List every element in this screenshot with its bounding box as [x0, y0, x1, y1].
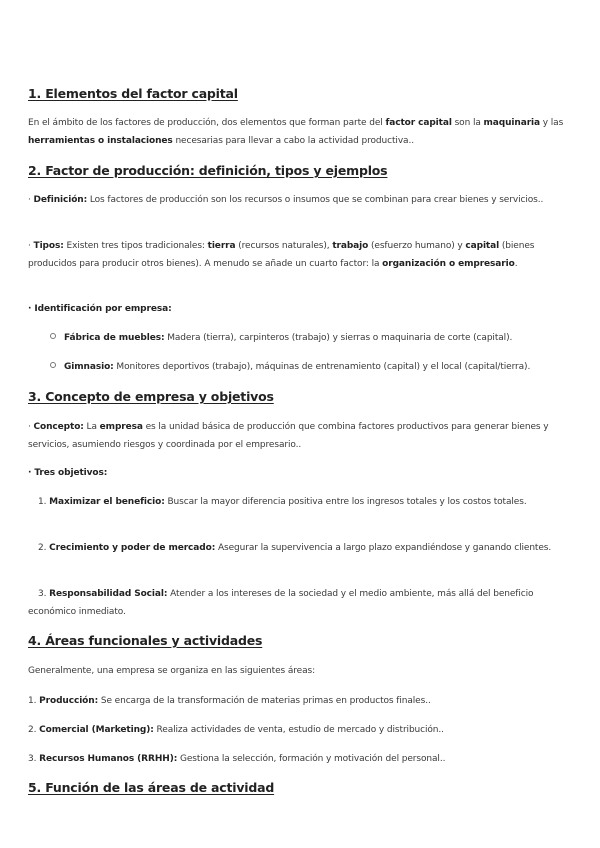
- text: Realiza actividades de venta, estudio de mercado y distribución..: [153, 725, 444, 735]
- bullet: ·: [28, 195, 34, 205]
- text: Madera (tierra), carpinteros (trabajo) y sierras o maquinaria de corte (capital).: [164, 333, 513, 343]
- bold-text: Concepto:: [33, 422, 84, 432]
- section-1-paragraph: [28, 115, 574, 150]
- section-3-heading: 3. Concepto de empresa y objetivos: [28, 389, 274, 404]
- bold-text: Maximizar el beneficio:: [49, 497, 165, 507]
- objective-item: [28, 540, 574, 558]
- text: Los factores de producción son los recursos o insumos que se combinan para crear bienes y servicios..: [87, 195, 544, 205]
- bold-text: · Tres objetivos:: [28, 468, 108, 478]
- bold-text: trabajo: [332, 241, 369, 251]
- types-paragraph: [28, 238, 574, 273]
- bold-text: factor capital: [385, 118, 452, 128]
- bold-text: Recursos Humanos (RRHH):: [39, 754, 178, 764]
- bold-text: empresa: [99, 422, 143, 432]
- text: En el ámbito de los factores de producción, dos elementos que forman parte del: [28, 118, 386, 128]
- bold-text: Responsabilidad Social:: [49, 589, 168, 599]
- text: (bienes producidos para producir otros bienes). A menudo se añade un cuarto factor: la: [28, 241, 535, 269]
- bold-text: organización o empresario: [382, 258, 515, 269]
- item-number: 2.: [28, 725, 40, 735]
- bold-text: Comercial (Marketing):: [39, 725, 154, 735]
- area-item: [28, 722, 574, 740]
- bold-text: Tipos:: [33, 241, 64, 251]
- definition-paragraph: [28, 192, 574, 210]
- area-item: [28, 693, 574, 711]
- bullet: ·: [28, 241, 34, 251]
- objective-item: [28, 586, 574, 621]
- section-4-heading: 4. Áreas funcionales y actividades: [28, 633, 263, 648]
- item-number: 1.: [28, 696, 40, 706]
- bold-text: capital: [465, 241, 500, 251]
- bold-text: Definición:: [33, 195, 88, 205]
- bullet: ·: [28, 422, 34, 432]
- circle-bullet-icon: [50, 362, 56, 368]
- text: Existen tres tipos tradicionales:: [63, 241, 208, 251]
- item-number: 3.: [38, 589, 50, 599]
- objectives-label: [28, 465, 574, 483]
- concept-paragraph: [28, 419, 574, 454]
- bold-text: Crecimiento y poder de mercado:: [49, 543, 216, 553]
- bold-text: maquinaria: [483, 118, 540, 128]
- item-number: 3.: [28, 754, 40, 764]
- text: (esfuerzo humano) y: [368, 241, 466, 251]
- section-2-heading: 2. Factor de producción: definición, tipos y ejemplos: [28, 163, 388, 178]
- text: (recursos naturales),: [235, 241, 333, 251]
- text: y las: [540, 118, 564, 128]
- text: La: [83, 422, 100, 432]
- areas-intro: Generalmente, una empresa se organiza en las siguientes áreas:: [28, 666, 316, 676]
- list-item-furniture: [50, 330, 580, 348]
- list-item-gym: [50, 359, 580, 377]
- text: Atender a los intereses de la sociedad y el medio ambiente, más allá del beneficio económico inmediato.: [28, 589, 534, 617]
- text: Monitores deportivos (trabajo), máquinas de entrenamiento (capital) y el local (capital/tierra).: [113, 362, 531, 372]
- item-number: 1.: [38, 497, 50, 507]
- text: necesarias para llevar a cabo la actividad productiva..: [172, 135, 414, 146]
- bold-text: tierra: [207, 241, 236, 251]
- section-1-heading: 1. Elementos del factor capital: [28, 86, 238, 101]
- section-5-heading: 5. Función de las áreas de actividad: [28, 780, 275, 795]
- text: .: [514, 258, 518, 269]
- bold-text: Producción:: [39, 696, 99, 706]
- bold-text: herramientas o instalaciones: [28, 135, 173, 146]
- text: Buscar la mayor diferencia positiva entre los ingresos totales y los costos totales.: [164, 497, 527, 507]
- area-item: [28, 751, 574, 769]
- item-number: 2.: [38, 543, 50, 553]
- circle-bullet-icon: [50, 333, 56, 339]
- text: Asegurar la supervivencia a largo plazo expandiéndose y ganando clientes.: [215, 543, 552, 553]
- identification-label: [28, 301, 574, 319]
- text: Se encarga de la transformación de materias primas en productos finales..: [98, 696, 431, 706]
- text: son la: [451, 118, 484, 128]
- text: Gestiona la selección, formación y motivación del personal..: [177, 754, 446, 764]
- bold-text: · Identificación por empresa:: [28, 304, 172, 314]
- objective-item: [28, 494, 574, 512]
- text: es la unidad básica de producción que combina factores productivos para generar bienes y servicios, asumiendo riesgos y coordinada por el empresario..: [28, 422, 549, 450]
- bold-text: Gimnasio:: [64, 362, 114, 372]
- bold-text: Fábrica de muebles:: [64, 333, 165, 343]
